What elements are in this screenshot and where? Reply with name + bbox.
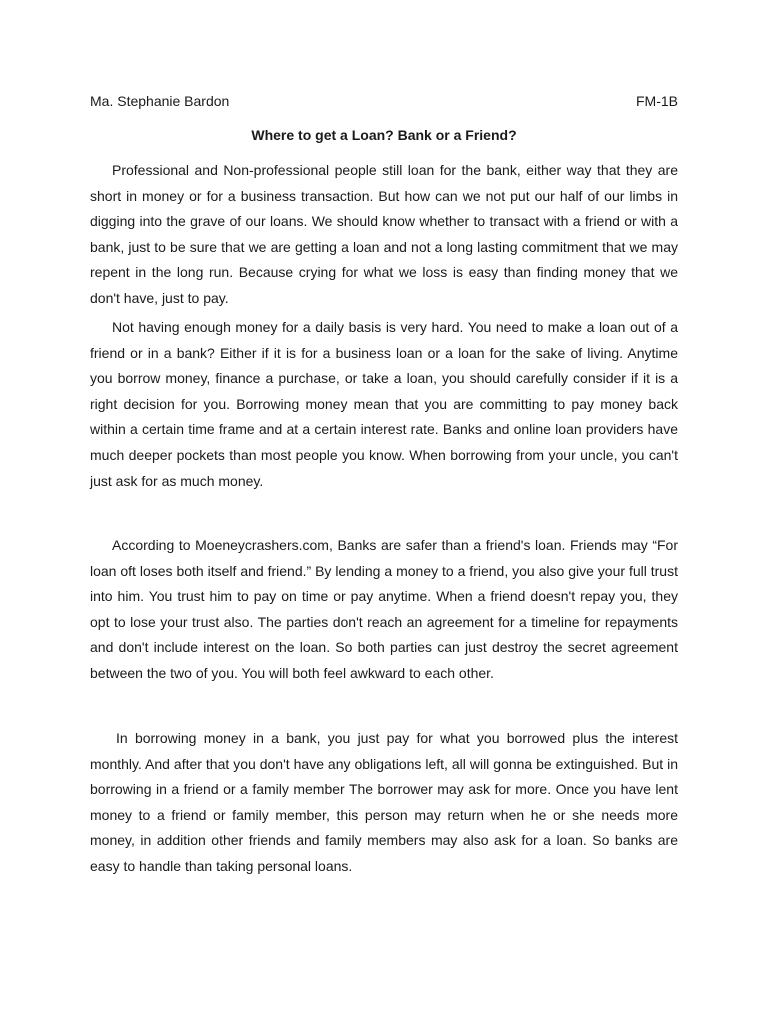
- section-code: FM-1B: [636, 93, 678, 109]
- paragraph-bank-loan: In borrowing money in a bank, you just pay for what you borrowed plus the interest monthly. And after that you don't have any obligations left, all will gonna be extinguished. But in borrowing in a friend or a family member The borrower may ask for more. Once you have lent money to a friend or family member, this person may return when he or she needs more money, in addition other friends and family members may also ask for a loan. So banks are easy to handle than taking personal loans.: [90, 730, 678, 874]
- paragraph-borrowing: Not having enough money for a daily basis is very hard. You need to make a loan out of a friend or in a bank? Either if it is for a business loan or a loan for the sake of living. Anytime you borrow money, finance a purchase, or take a loan, you should carefully consider if it is a right decision for you. Borrowing money mean that you are committing to pay money back within a certain time frame and at a certain interest rate. Banks and online loan providers have much deeper pockets than most people you know. When borrowing from your uncle, you can't just ask for as much money.: [90, 319, 678, 489]
- author-name: Ma. Stephanie Bardon: [90, 93, 230, 109]
- document-title: Where to get a Loan? Bank or a Friend?: [251, 127, 517, 143]
- paragraph-intro: Professional and Non-professional people still loan for the bank, either way that they are short in money or for a business transaction. But how can we not put our half of our limbs in digging into the grave of our loans. We should know whether to transact with a friend or with a bank, just to be sure that we are getting a loan and not a long lasting commitment that we may repent in the long run. Because crying for what we loss is easy than finding money that we don't have, just to pay.: [90, 162, 678, 306]
- paragraph-friend-loan: According to Moeneycrashers.com, Banks are safer than a friend's loan. Friends may “For loan oft loses both itself and friend.” By lending a money to a friend, you also give your full trust into him. You trust him to pay on time or pay anytime. When a friend doesn't repay you, they opt to lose your trust also. The parties don't reach an agreement for a timeline for repayments and don't include interest on the loan. So both parties can just destroy the secret agreement between the two of you. You will both feel awkward to each other.: [90, 537, 678, 681]
